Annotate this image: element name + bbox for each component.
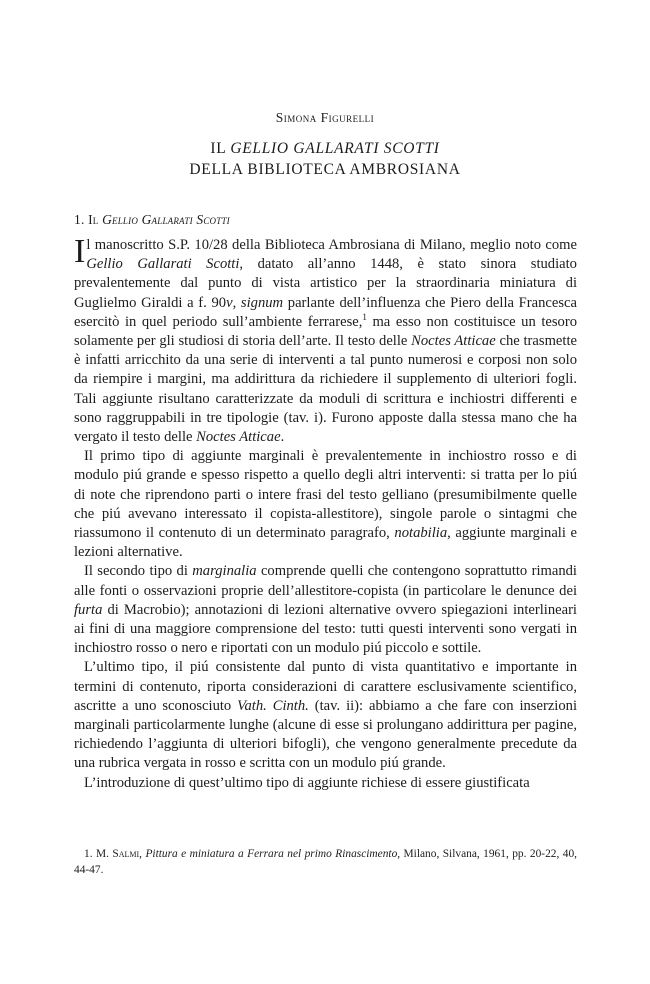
footnote: 1. M. Salmi, Pittura e miniatura a Ferrara nel primo Rinascimento, Milano, Silvana, 1961, pp. 20-22, 40, 44-47.	[74, 848, 577, 876]
paragraph-4: L’ultimo tipo, il piú consistente dal punto di vista quantitativo e importante in termini di contenuto, riporta considerazioni di carattere esclusivamente scientifico, ascritte a uno sconosciuto Vath. Cinth. (tav. ii): abbiamo a che fare con inserzioni marginali particolarmente lunghe (alcune di esse si prolungano addirittura per pagine, richiedendo l’aggiunta di ulteriori bifogli), che vengono generalmente precedute da una rubrica vergata in rosso e scritta con un modulo piú grande.	[74, 659, 577, 772]
chapter-title	[0, 138, 650, 180]
title-line-1: IL GELLIO GALLARATI SCOTTI	[210, 140, 440, 157]
paragraph-1: Il manoscritto S.P. 10/28 della Biblioteca Ambrosiana di Milano, meglio noto come Gellio Gallarati Scotti, datato all’anno 1448, è stato sinora studiato prevalentemente dal punto di vista artistico per la straordinaria miniatura di Guglielmo Giraldi a f. 90v, signum parlante dell’influenza che Piero della Francesca esercitò in quel periodo sull’ambiente ferrarese,$^1$ ma esso non costituisce un tesoro solamente per gli studiosi di storia dell’arte. Il testo delle Noctes Atticae che trasmette è infatti arricchito da una serie di interventi a tal punto numerosi e corposi non solo da riempire i margini, ma addirittura da richiedere il supplemento di ulteriori fogli. Tali aggiunte risultano caratterizzate da moduli di scrittura e inchiostri differenti e sono raggruppabili in tre tipologie (tav. i). Furono apposte dalla stessa mano che ha vergato il testo delle Noctes Atticae.	[74, 233, 578, 446]
paragraph-2: Il primo tipo di aggiunte marginali è prevalentemente in inchiostro rosso e di modulo piú grande e spesso rispetto a quello degli altri interventi: si tratta per lo piú di note che riprendono parti o intere frasi del testo gelliano (presumibilmente quelle che piú avevano interessato il copista-allestitore), singole parole o sintagmi che riassumono il contenuto di un determinato paragrafo, notabilia, aggiunte marginali e lezioni alternative.	[74, 448, 577, 561]
body-text	[74, 233, 578, 793]
title-italic: GELLIO GALLARATI SCOTTI	[230, 140, 440, 157]
drop-cap: I	[74, 233, 86, 270]
paragraph-3: Il secondo tipo di marginalia comprende quelli che contengono soprattutto rimandi alle fonti o osservazioni proprie dell’allestitore-copista (in particolare le denunce dei furta di Macrobio); annotazioni di lezioni alternative ovvero spiegazioni interlineari ai fini di una maggiore comprensione del testo: tutti questi interventi sono vergati in inchiostro rosso o nero e riportati con un modulo piú piccolo e sottile.	[74, 563, 577, 657]
author-name: Simona Figurelli	[275, 110, 375, 125]
paragraph-5: L’introduzione di quest’ultimo tipo di aggiunte richiese di essere giustificata	[84, 774, 530, 791]
section-heading: 1. Il Gellio Gallarati Scotti	[74, 212, 230, 227]
footnote-ref[interactable]: 1	[362, 311, 367, 322]
title-line-2: DELLA BIBLIOTECA AMBROSIANA	[189, 161, 461, 178]
